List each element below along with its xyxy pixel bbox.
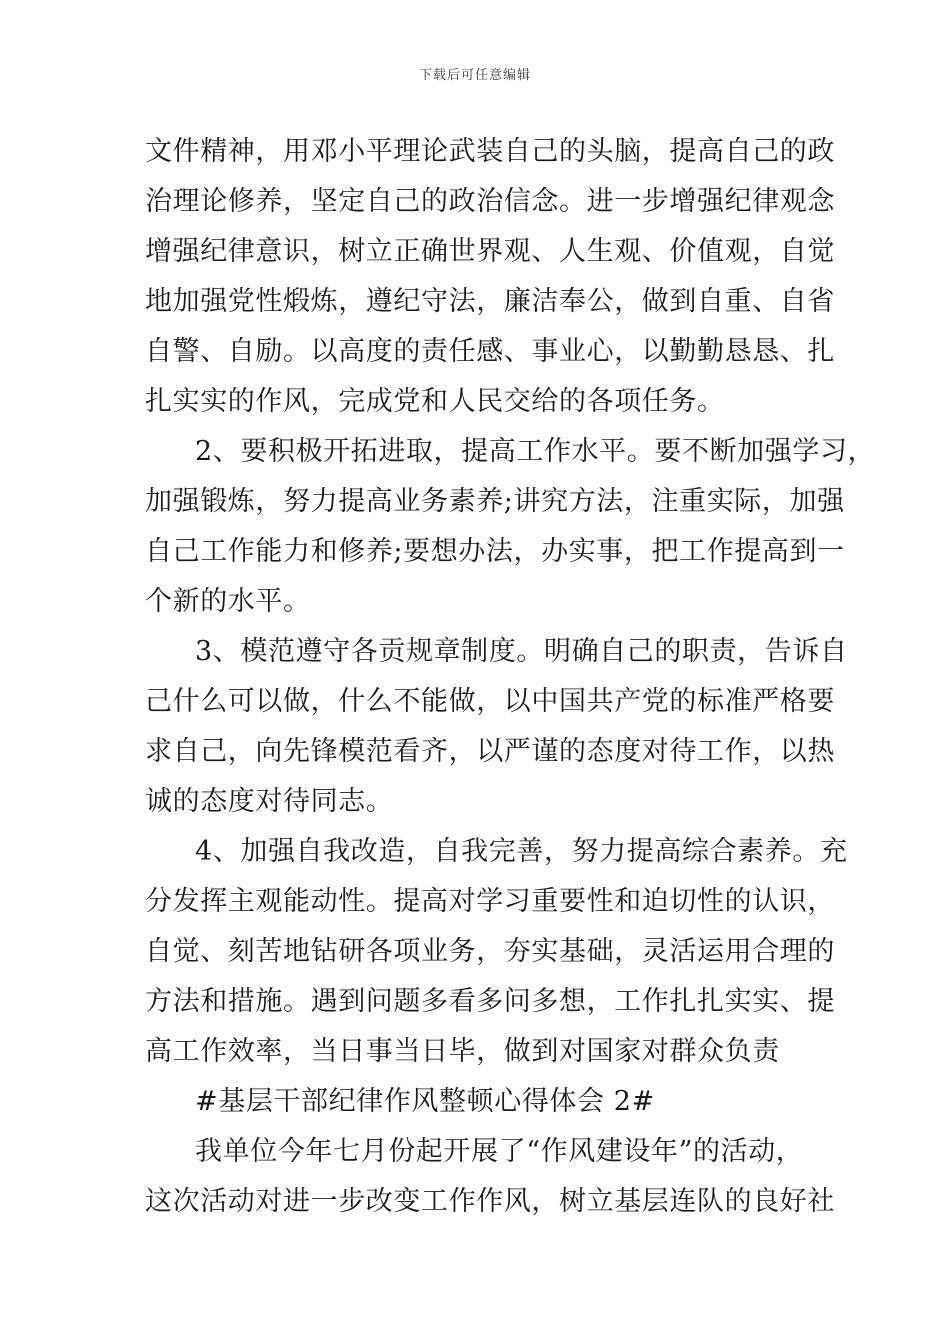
paragraph-line: 分发挥主观能动性。提高对学习重要性和迫切性的认识， <box>145 886 835 917</box>
paragraph-line: 方法和措施。遇到问题多看多问多想，工作扎扎实实、提 <box>145 986 835 1017</box>
paragraph-line: 求自己，向先锋模范看齐，以严谨的态度对待工作，以热 <box>145 736 835 767</box>
paragraph-line: 治理论修养，坚定自己的政治信念。进一步增强纪律观念 <box>145 186 835 217</box>
page-header: 下载后可任意编辑 <box>418 68 531 83</box>
document-body <box>145 127 876 1227</box>
paragraph-line: 这次活动对进一步改变工作作风，树立基层连队的良好社 <box>145 1186 835 1217</box>
paragraph-line: 自觉、刻苦地钻研各项业务，夯实基础，灵活运用合理的 <box>145 936 835 967</box>
paragraph-line: 己什么可以做，什么不能做，以中国共产党的标准严格要 <box>145 686 835 717</box>
paragraph-line: 地加强党性煅炼，遵纪守法，廉洁奉公，做到自重、自省 <box>145 286 835 317</box>
list-item-3-line: 3、模范遵守各贡规章制度。明确自己的职责，告诉自 <box>195 636 848 667</box>
paragraph-line: 我单位今年七月份起开展了“作风建设年”的活动， <box>195 1136 804 1167</box>
paragraph-line: 扎实实的作风，完成党和人民交给的各项任务。 <box>145 386 725 417</box>
list-item-4-line: 4、加强自我改造，自我完善，努力提高综合素养。充 <box>195 836 848 867</box>
paragraph-line: 个新的水平。 <box>145 586 311 617</box>
list-item-2-line: 2、要积极开拓进取，提高工作水平。要不断加强学习， <box>195 436 876 467</box>
paragraph-line: 自警、自励。以高度的责任感、事业心，以勤勤恳恳、扎 <box>145 336 835 367</box>
paragraph-line: 诚的态度对待同志。 <box>145 786 394 817</box>
paragraph-line: 增强纪律意识，树立正确世界观、人生观、价值观，自觉 <box>145 236 835 267</box>
paragraph-line: 高工作效率，当日事当日毕，做到对国家对群众负责 <box>145 1036 780 1067</box>
paragraph-line: 自己工作能力和修养;要想办法，办实事，把工作提高到一 <box>145 536 845 567</box>
paragraph-line: 加强锻炼，努力提高业务素养;讲究方法，注重实际，加强 <box>145 486 845 517</box>
section-heading: #基层干部纪律作风整顿心得体会 2# <box>195 1086 655 1117</box>
paragraph-line: 文件精神，用邓小平理论武装自己的头脑，提高自己的政 <box>145 136 835 167</box>
